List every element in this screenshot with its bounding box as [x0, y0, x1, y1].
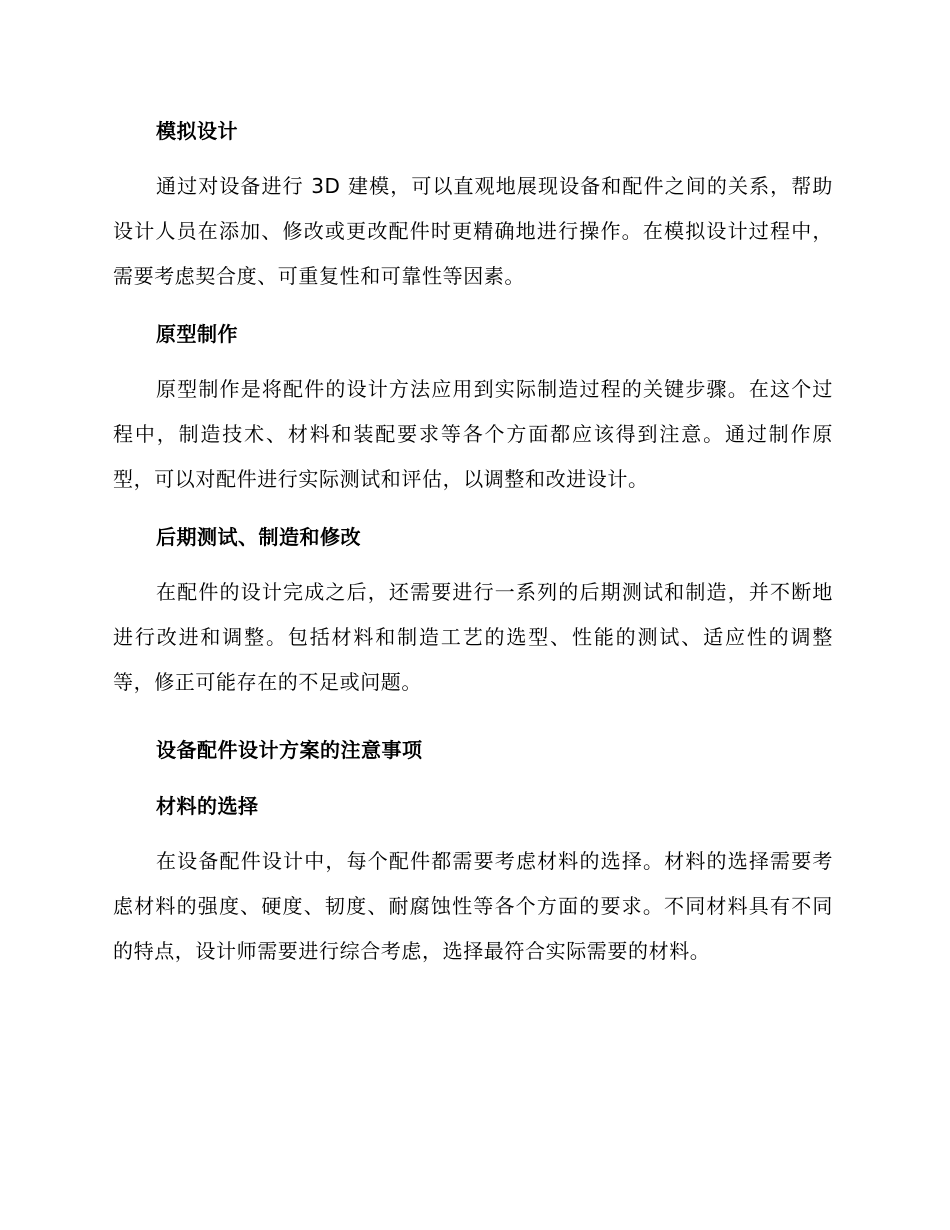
- document-page: [113, 108, 833, 986]
- section-paragraph-prototype: 原型制作是将配件的设计方法应用到实际制造过程的关键步骤。在这个过程中，制造技术、材料和装配要求等各个方面都应该得到注意。通过制作原型，可以对配件进行实际测试和评估，以调整和改进设计。: [113, 377, 833, 491]
- section-paragraph-post-testing: 在配件的设计完成之后，还需要进行一系列的后期测试和制造，并不断地进行改进和调整。包括材料和制造工艺的选型、性能的测试、适应性的调整等，修正可能存在的不足或问题。: [113, 580, 833, 694]
- section-heading-post-testing: 后期测试、制造和修改: [156, 525, 361, 549]
- section-heading-simulation-design: 模拟设计: [156, 119, 238, 143]
- section-paragraph-material-selection: 在设备配件设计中，每个配件都需要考虑材料的选择。材料的选择需要考虑材料的强度、硬度、韧度、耐腐蚀性等各个方面的要求。不同材料具有不同的特点，设计师需要进行综合考虑，选择最符合实际需要的材料。: [113, 849, 833, 963]
- section-heading-material-selection: 材料的选择: [156, 794, 259, 818]
- chapter-heading-notes: 设备配件设计方案的注意事项: [156, 738, 423, 762]
- section-heading-prototype: 原型制作: [156, 322, 238, 346]
- section-paragraph-simulation-design: 通过对设备进行 3D 建模，可以直观地展现设备和配件之间的关系，帮助设计人员在添加、修改或更改配件时更精确地进行操作。在模拟设计过程中，需要考虑契合度、可重复性和可靠性等因素。: [113, 174, 833, 288]
